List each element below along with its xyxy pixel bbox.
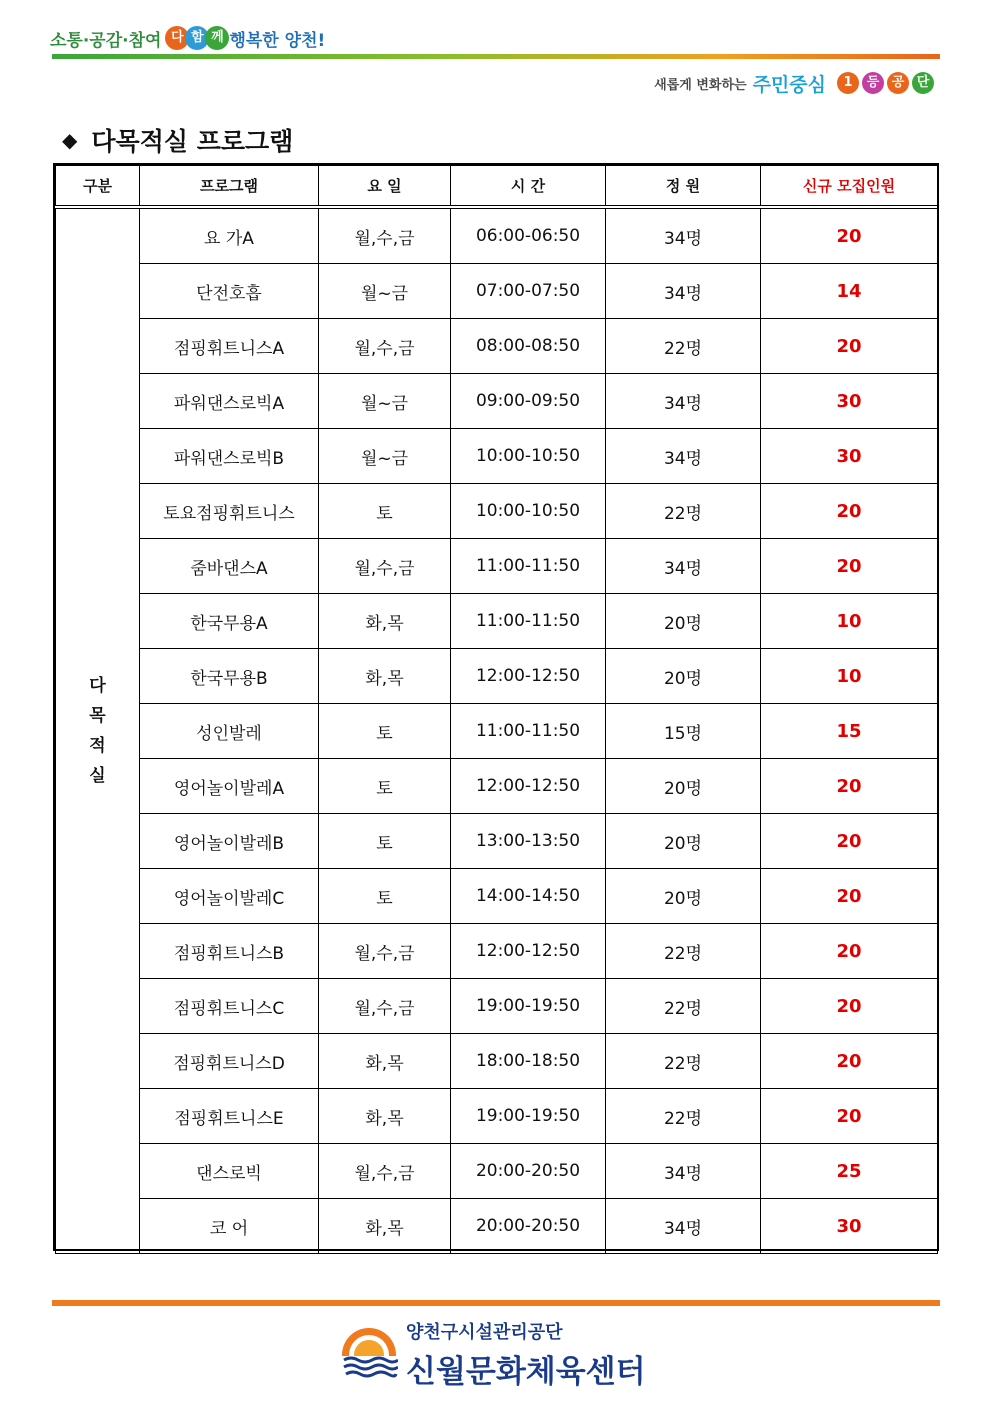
table-row <box>56 759 938 814</box>
table-row <box>56 429 938 484</box>
new-recruits-cell: 20 <box>761 869 938 924</box>
time-cell: 11:00-11:50 <box>451 594 606 649</box>
new-recruits-cell: 20 <box>761 814 938 869</box>
new-recruits-cell: 20 <box>761 979 938 1034</box>
program-cell: 점핑휘트니스B <box>140 924 319 979</box>
tagline <box>654 68 934 98</box>
new-recruits-cell: 25 <box>761 1144 938 1199</box>
tagline-badge-3: 공 <box>887 72 909 94</box>
slogan-part2: 행복한 <box>229 30 279 51</box>
new-recruits-cell: 30 <box>761 429 938 484</box>
days-cell: 월~금 <box>319 374 451 429</box>
category-char: 목 <box>89 706 106 726</box>
new-recruits-cell: 14 <box>761 264 938 319</box>
days-cell: 월,수,금 <box>319 539 451 594</box>
program-cell: 한국무용A <box>140 594 319 649</box>
days-cell: 토 <box>319 759 451 814</box>
time-cell: 10:00-10:50 <box>451 484 606 539</box>
program-cell: 코 어 <box>140 1199 319 1254</box>
days-cell: 월,수,금 <box>319 1144 451 1199</box>
time-cell: 20:00-20:50 <box>451 1199 606 1254</box>
tagline-badge-1: 1 <box>837 72 859 94</box>
diamond-bullet-icon: ◆ <box>62 128 78 152</box>
program-cell: 성인발레 <box>140 704 319 759</box>
time-cell: 13:00-13:50 <box>451 814 606 869</box>
slogan-badge <box>165 26 225 50</box>
capacity-cell: 34명 <box>606 429 761 484</box>
header-days: 요 일 <box>319 166 451 208</box>
time-cell: 11:00-11:50 <box>451 704 606 759</box>
capacity-cell: 34명 <box>606 264 761 319</box>
new-recruits-cell: 20 <box>761 207 938 264</box>
section-title <box>62 122 293 158</box>
program-cell: 파워댄스로빅A <box>140 374 319 429</box>
program-cell: 영어놀이발레C <box>140 869 319 924</box>
header-divider <box>52 54 940 59</box>
new-recruits-cell: 20 <box>761 1034 938 1089</box>
capacity-cell: 22명 <box>606 1034 761 1089</box>
capacity-cell: 20명 <box>606 759 761 814</box>
time-cell: 10:00-10:50 <box>451 429 606 484</box>
days-cell: 토 <box>319 484 451 539</box>
days-cell: 화,목 <box>319 594 451 649</box>
new-recruits-cell: 20 <box>761 484 938 539</box>
days-cell: 월~금 <box>319 429 451 484</box>
new-recruits-cell: 20 <box>761 759 938 814</box>
capacity-cell: 22명 <box>606 1089 761 1144</box>
program-cell: 영어놀이발레A <box>140 759 319 814</box>
capacity-cell: 34명 <box>606 374 761 429</box>
time-cell: 12:00-12:50 <box>451 924 606 979</box>
slogan-part1: 소통·공감·참여 <box>50 30 162 51</box>
days-cell: 월,수,금 <box>319 207 451 264</box>
category-char: 적 <box>89 736 106 756</box>
footer-divider <box>52 1300 940 1306</box>
category-cell <box>56 207 140 1254</box>
table-row <box>56 979 938 1034</box>
time-cell: 12:00-12:50 <box>451 759 606 814</box>
sun-wave-logo-icon <box>340 1326 398 1384</box>
slogan-badge-1: 다 <box>165 26 189 50</box>
days-cell: 화,목 <box>319 1089 451 1144</box>
table-row <box>56 1034 938 1089</box>
program-cell: 점핑휘트니스D <box>140 1034 319 1089</box>
time-cell: 09:00-09:50 <box>451 374 606 429</box>
new-recruits-cell: 20 <box>761 1089 938 1144</box>
footer-org-name: 양천구시설관리공단 <box>406 1322 563 1343</box>
table-row <box>56 704 938 759</box>
tagline-prefix: 새롭게 변화하는 <box>654 77 747 93</box>
program-cell: 점핑휘트니스A <box>140 319 319 374</box>
new-recruits-cell: 10 <box>761 649 938 704</box>
tagline-main: 주민중심 <box>752 73 826 96</box>
new-recruits-cell: 20 <box>761 924 938 979</box>
days-cell: 화,목 <box>319 1034 451 1089</box>
slogan-badge-3: 께 <box>205 26 229 50</box>
table-row <box>56 649 938 704</box>
capacity-cell: 34명 <box>606 1199 761 1254</box>
time-cell: 08:00-08:50 <box>451 319 606 374</box>
table-row <box>56 539 938 594</box>
program-cell: 점핑휘트니스C <box>140 979 319 1034</box>
capacity-cell: 34명 <box>606 539 761 594</box>
capacity-cell: 20명 <box>606 649 761 704</box>
table-row <box>56 374 938 429</box>
time-cell: 14:00-14:50 <box>451 869 606 924</box>
time-cell: 07:00-07:50 <box>451 264 606 319</box>
capacity-cell: 20명 <box>606 814 761 869</box>
time-cell: 18:00-18:50 <box>451 1034 606 1089</box>
new-recruits-cell: 20 <box>761 539 938 594</box>
time-cell: 06:00-06:50 <box>451 207 606 264</box>
capacity-cell: 15명 <box>606 704 761 759</box>
header-capacity: 정 원 <box>606 166 761 208</box>
table-row <box>56 264 938 319</box>
footer-logo <box>340 1318 646 1391</box>
new-recruits-cell: 30 <box>761 374 938 429</box>
days-cell: 화,목 <box>319 649 451 704</box>
program-cell: 줌바댄스A <box>140 539 319 594</box>
days-cell: 토 <box>319 704 451 759</box>
program-cell: 한국무용B <box>140 649 319 704</box>
table-row <box>56 319 938 374</box>
header-time: 시 간 <box>451 166 606 208</box>
slogan <box>50 20 325 56</box>
days-cell: 월,수,금 <box>319 979 451 1034</box>
category-char: 다 <box>89 676 106 696</box>
time-cell: 11:00-11:50 <box>451 539 606 594</box>
table-row <box>56 869 938 924</box>
new-recruits-cell: 10 <box>761 594 938 649</box>
table-row <box>56 207 938 264</box>
program-cell: 단전호흡 <box>140 264 319 319</box>
capacity-cell: 20명 <box>606 869 761 924</box>
capacity-cell: 34명 <box>606 207 761 264</box>
program-table <box>53 163 939 1251</box>
time-cell: 12:00-12:50 <box>451 649 606 704</box>
days-cell: 월,수,금 <box>319 319 451 374</box>
table-row <box>56 594 938 649</box>
days-cell: 토 <box>319 814 451 869</box>
new-recruits-cell: 20 <box>761 319 938 374</box>
time-cell: 19:00-19:50 <box>451 1089 606 1144</box>
program-cell: 점핑휘트니스E <box>140 1089 319 1144</box>
days-cell: 월,수,금 <box>319 924 451 979</box>
footer-center-name: 신월문화체육센터 <box>406 1354 646 1390</box>
category-char: 실 <box>89 766 106 786</box>
table-header-row <box>56 166 938 208</box>
new-recruits-cell: 15 <box>761 704 938 759</box>
table-row <box>56 1199 938 1254</box>
capacity-cell: 20명 <box>606 594 761 649</box>
table-row <box>56 484 938 539</box>
new-recruits-cell: 30 <box>761 1199 938 1254</box>
tagline-badge-4: 단 <box>912 72 934 94</box>
days-cell: 화,목 <box>319 1199 451 1254</box>
slogan-part3: 양천! <box>284 30 326 51</box>
section-title-text: 다목적실 프로그램 <box>91 127 294 156</box>
slogan-badge-2: 함 <box>185 26 209 50</box>
header-program: 프로그램 <box>140 166 319 208</box>
days-cell: 월~금 <box>319 264 451 319</box>
capacity-cell: 22명 <box>606 319 761 374</box>
header-category: 구분 <box>56 166 140 208</box>
table-row <box>56 924 938 979</box>
table-row <box>56 1144 938 1199</box>
capacity-cell: 22명 <box>606 484 761 539</box>
capacity-cell: 22명 <box>606 979 761 1034</box>
table-row <box>56 814 938 869</box>
program-cell: 토요점핑휘트니스 <box>140 484 319 539</box>
time-cell: 19:00-19:50 <box>451 979 606 1034</box>
days-cell: 토 <box>319 869 451 924</box>
program-cell: 요 가A <box>140 207 319 264</box>
program-cell: 댄스로빅 <box>140 1144 319 1199</box>
capacity-cell: 34명 <box>606 1144 761 1199</box>
program-cell: 영어놀이발레B <box>140 814 319 869</box>
time-cell: 20:00-20:50 <box>451 1144 606 1199</box>
table-row <box>56 1089 938 1144</box>
header-new-recruits: 신규 모집인원 <box>761 166 938 208</box>
program-cell: 파워댄스로빅B <box>140 429 319 484</box>
tagline-badge-2: 등 <box>862 72 884 94</box>
capacity-cell: 22명 <box>606 924 761 979</box>
